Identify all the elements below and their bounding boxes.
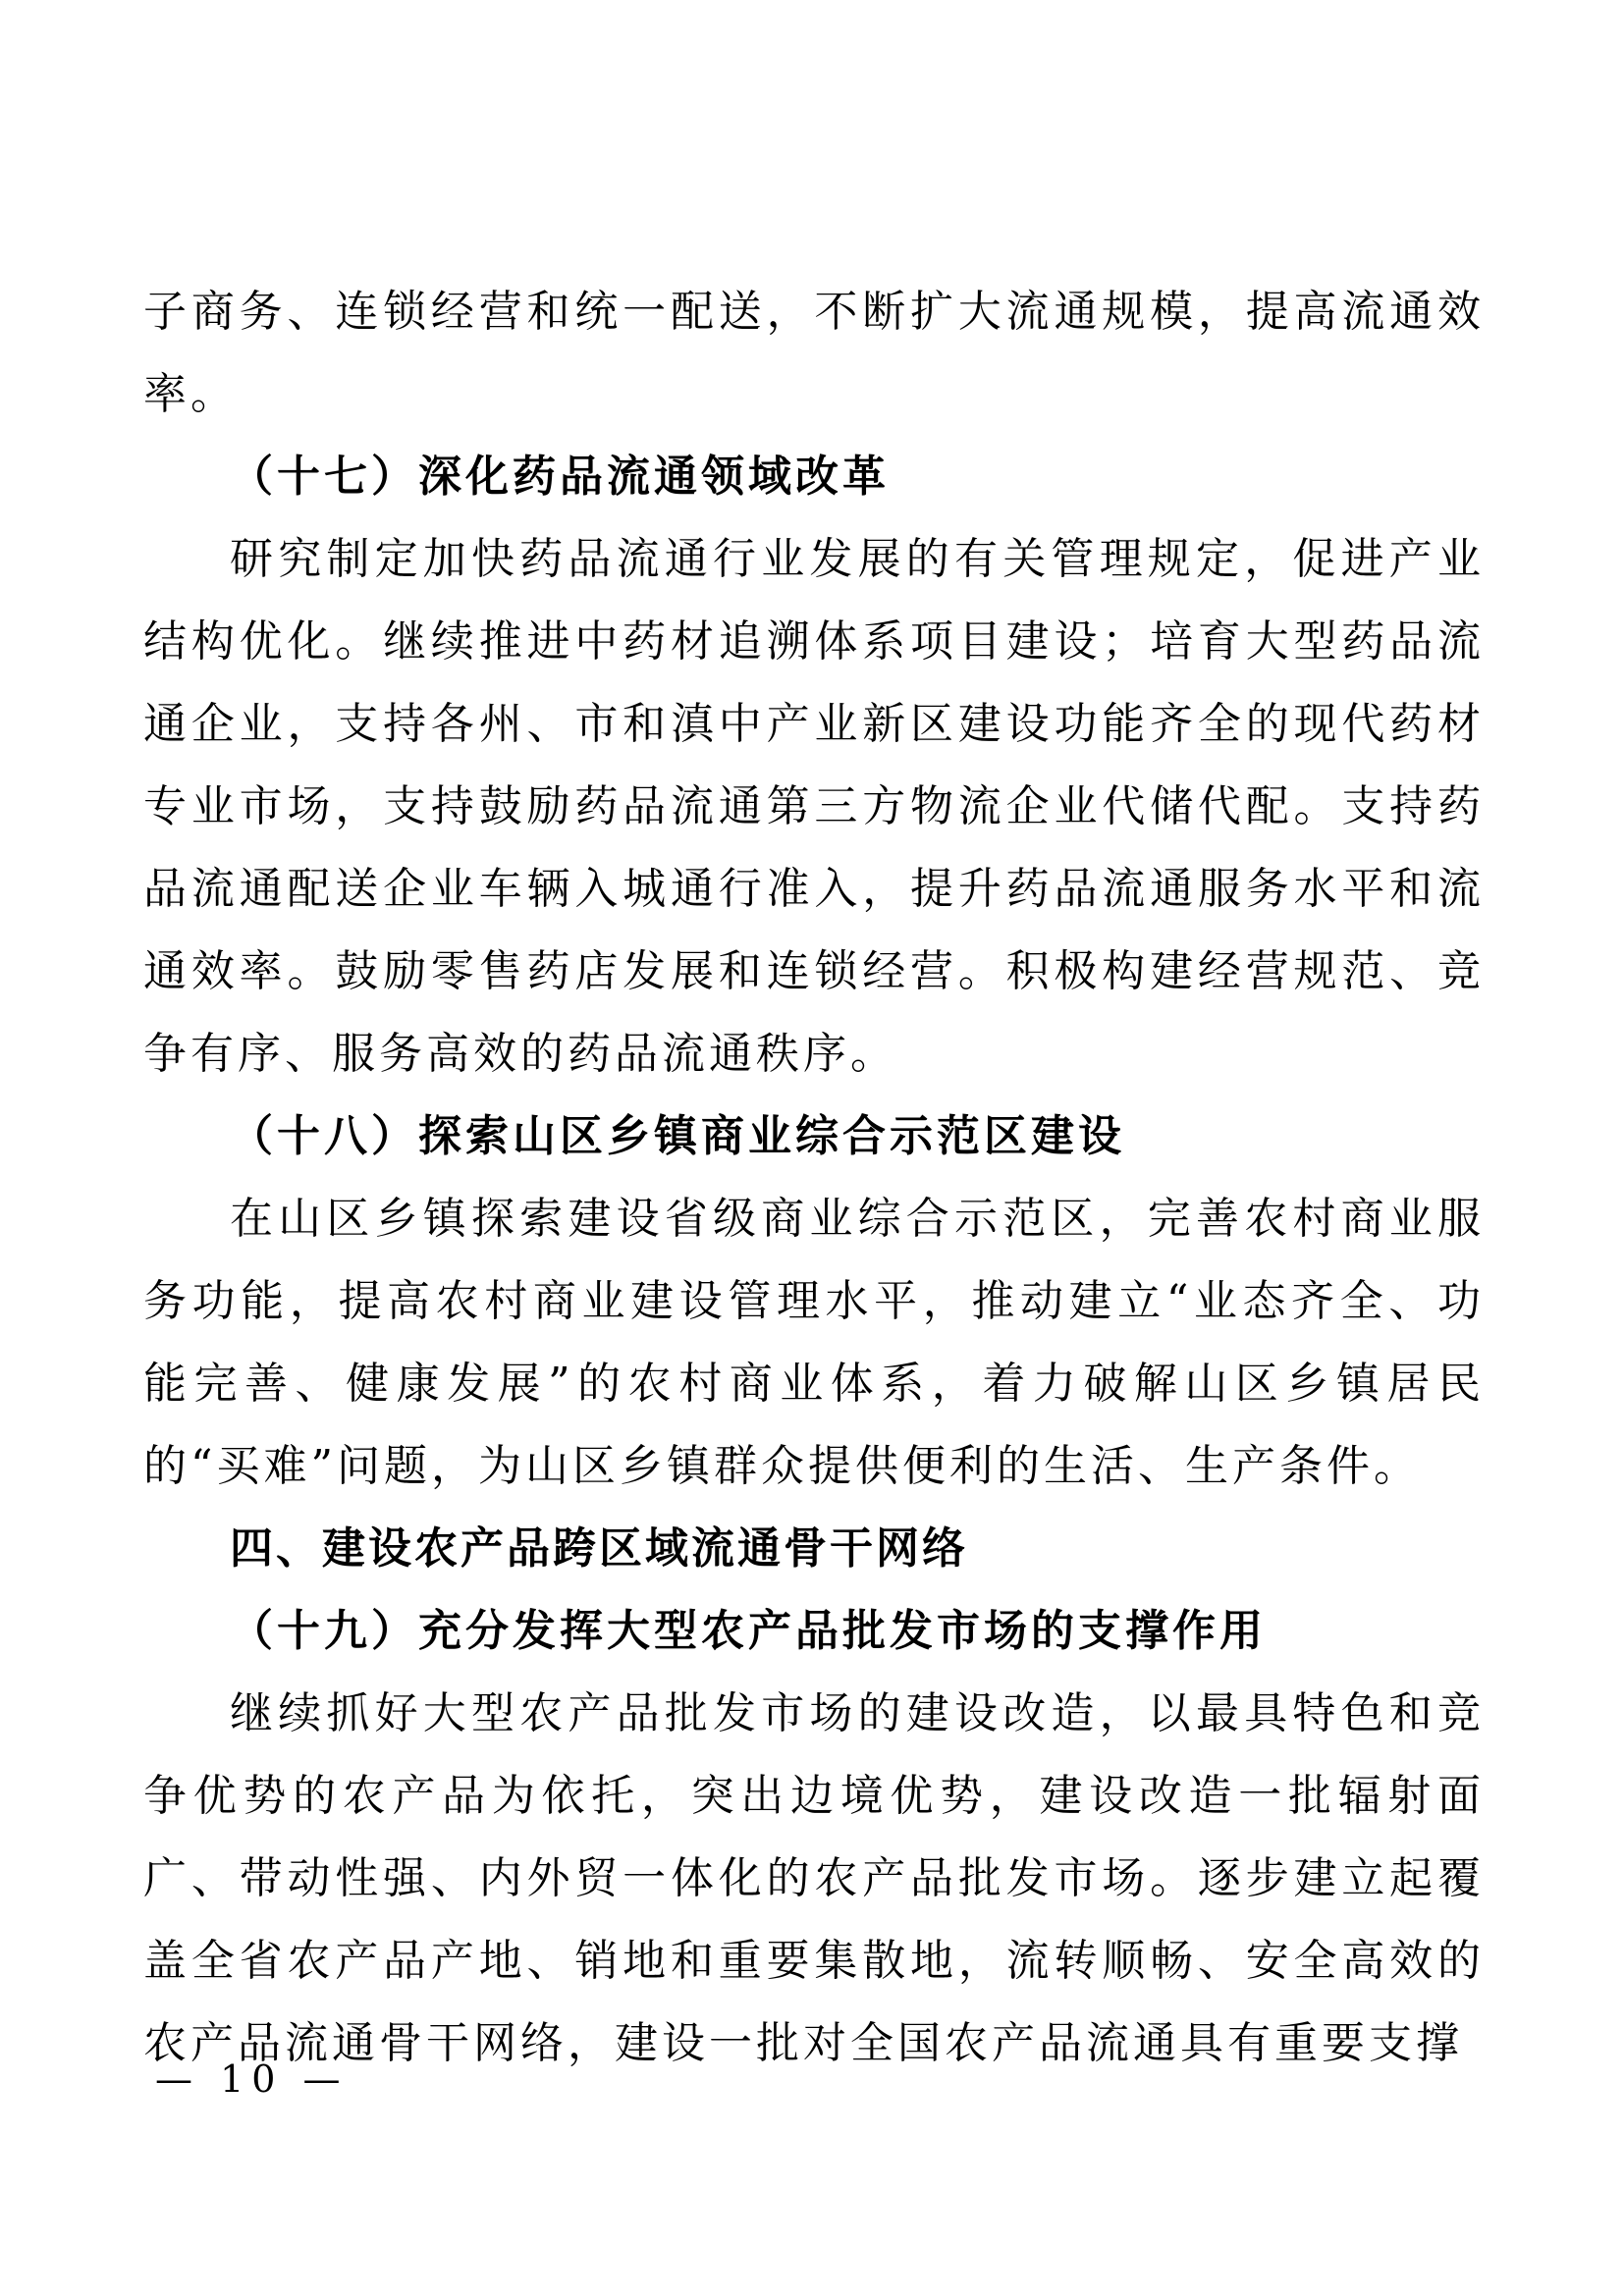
paragraph-nineteen: 继续抓好大型农产品批发市场的建设改造，以最具特色和竞争优势的农产品为依托，突出边境优势，建设改造一批辐射面广、带动性强、内外贸一体化的农产品批发市场。逐步建立起覆盖全省农产品产地、销地和重要集散地，流转顺畅、安全高效的农产品流通骨干网络，建设一批对全国农产品流通具有重要支撑 — [143, 1688, 1485, 2068]
paragraph-continuation: 子商务、连锁经营和统一配送，不断扩大流通规模，提高流通效率。 — [143, 287, 1485, 419]
chapter-heading-four: 四、建设农产品跨区域流通骨干网络 — [230, 1523, 968, 1574]
section-heading-nineteen: （十九）充分发挥大型农产品批发市场的支撑作用 — [230, 1606, 1267, 1656]
paragraph-seventeen: 研究制定加快药品流通行业发展的有关管理规定，促进产业结构优化。继续推进中药材追溯体系项目建设；培育大型药品流通企业，支持各州、市和滇中产业新区建设功能齐全的现代药材专业市场，支持鼓励药品流通第三方物流企业代储代配。支持药品流通配送企业车辆入城通行准入，提升药品流通服务水平和流通效率。鼓励零售药店发展和连锁经营。积极构建经营规范、竞争有序、服务高效的药品流通秩序。 — [143, 534, 1485, 1079]
paragraph-eighteen: 在山区乡镇探索建设省级商业综合示范区，完善农村商业服务功能，提高农村商业建设管理水平，推动建立“业态齐全、功能完善、健康发展”的农村商业体系，着力破解山区乡镇居民的“买难”问题，为山区乡镇群众提供便利的生活、生产条件。 — [143, 1194, 1485, 1491]
document-body — [143, 271, 1485, 2085]
section-heading-seventeen: （十七）深化药品流通领域改革 — [230, 452, 890, 502]
section-heading-eighteen: （十八）探索山区乡镇商业综合示范区建设 — [230, 1111, 1125, 1161]
page-number: — 10 — — [155, 2057, 349, 2101]
